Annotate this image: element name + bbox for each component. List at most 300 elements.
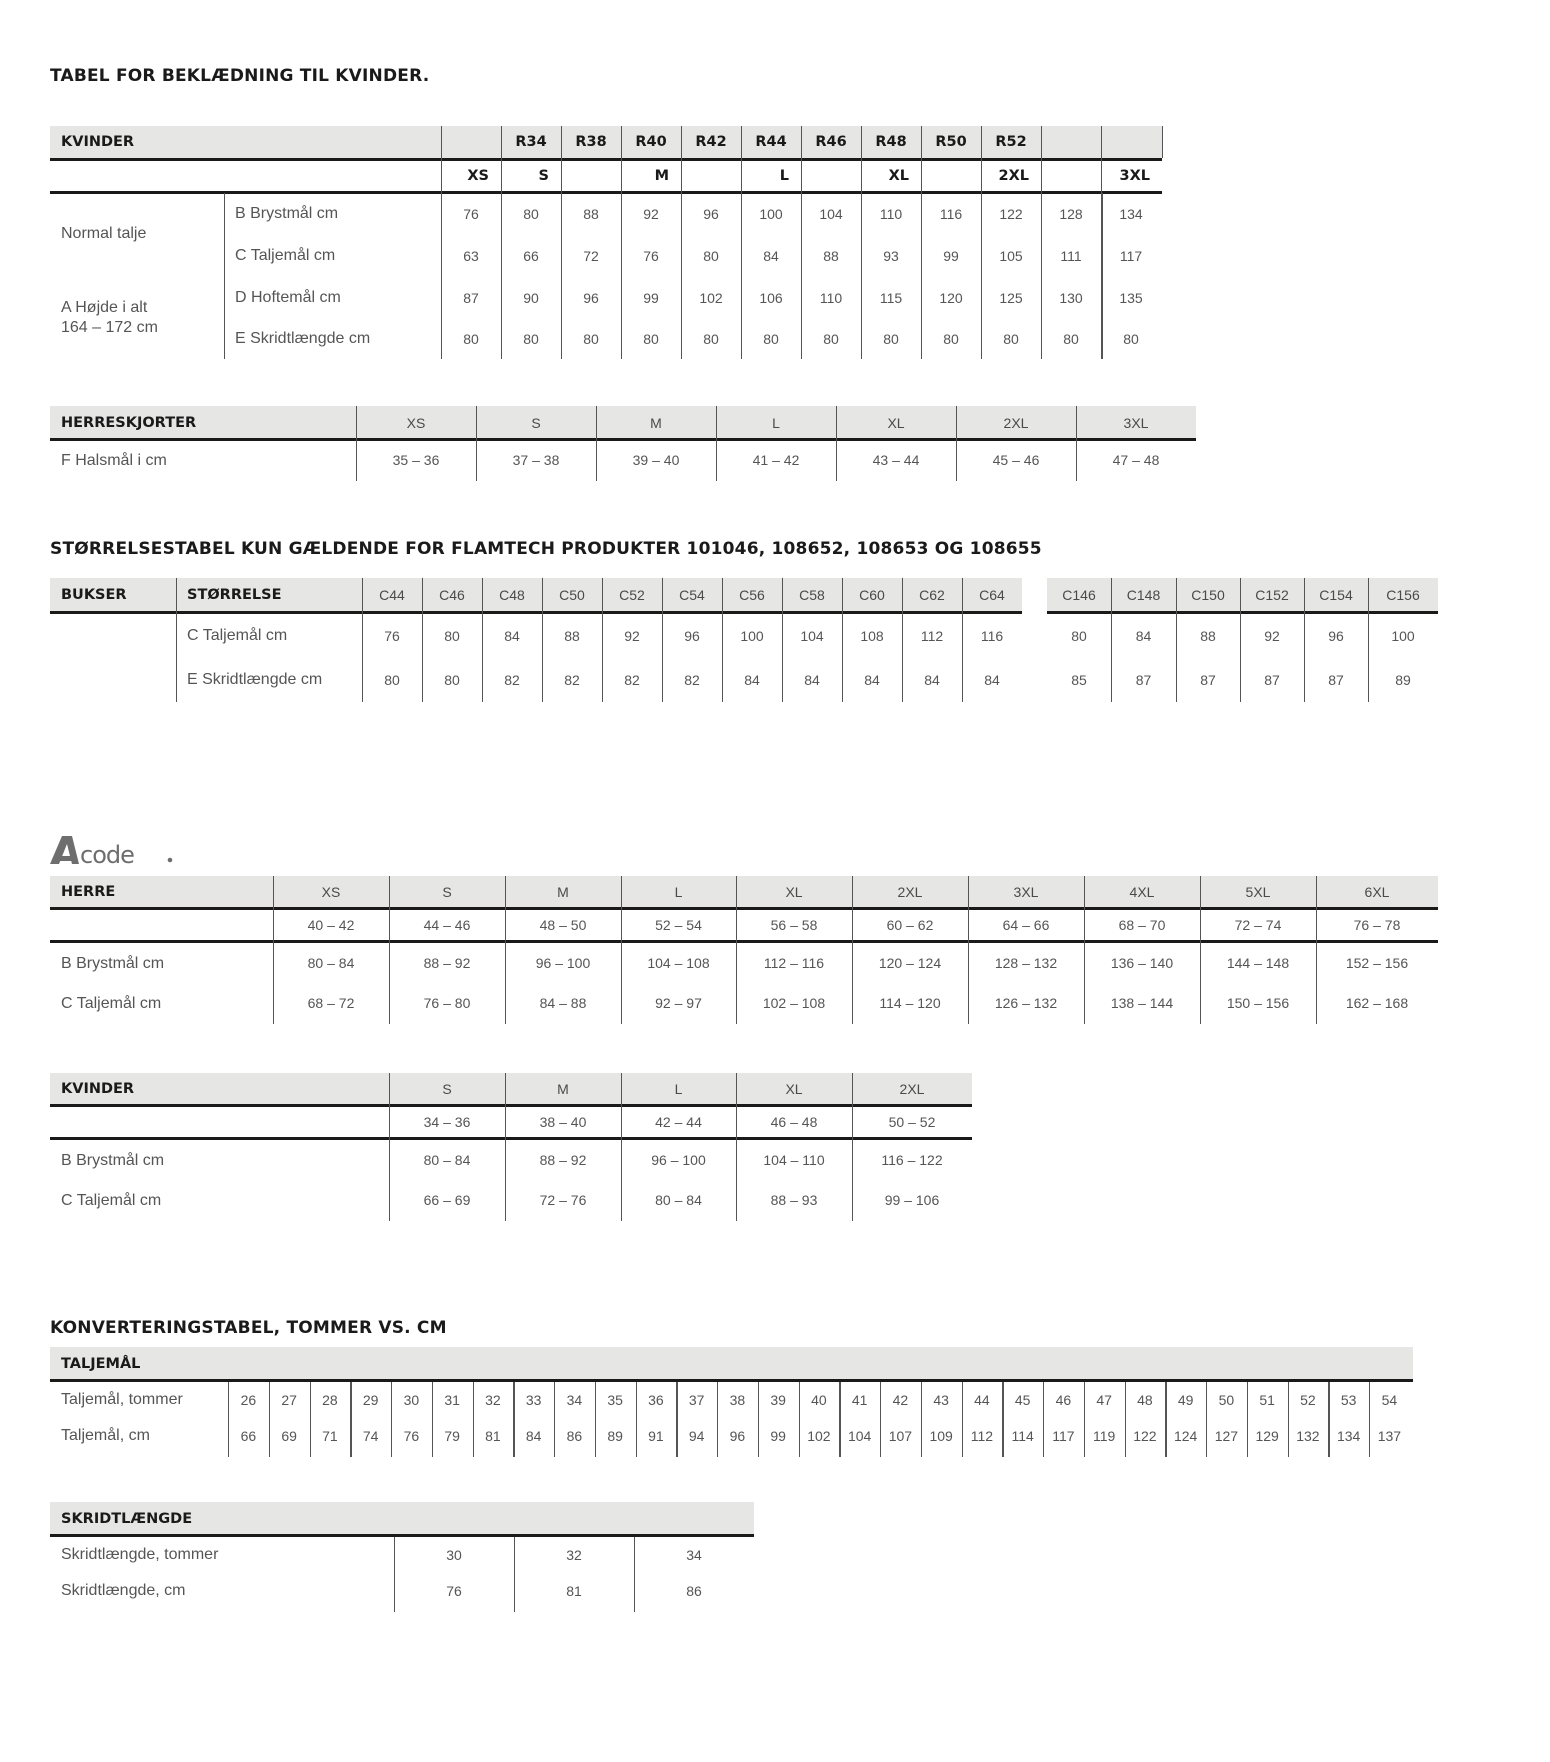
shirts-table-title: HERRESKJORTER xyxy=(61,414,197,431)
measurement-value: 80 xyxy=(523,206,539,222)
row-group-label: 164 – 172 cm xyxy=(61,319,158,336)
column-divider xyxy=(1176,578,1177,702)
measurement-value: 122 xyxy=(999,206,1023,222)
pants-table-title: BUKSER xyxy=(61,587,127,603)
measurement-value: 88 xyxy=(564,628,580,644)
measurement-value: 88 – 92 xyxy=(539,1152,587,1168)
measurement-value: 110 xyxy=(879,206,903,222)
measurement-value: 104 xyxy=(800,628,824,644)
measurement-value: 66 xyxy=(240,1428,257,1444)
measurement-value: 100 xyxy=(1391,628,1415,644)
column-divider xyxy=(681,126,682,359)
pants-size-header: C152 xyxy=(1255,587,1289,603)
measurement-value: 80 xyxy=(703,248,719,264)
column-divider xyxy=(801,126,802,359)
shirt-size-header: L xyxy=(772,414,780,431)
column-divider xyxy=(176,578,177,702)
measurement-label: C Taljemål cm xyxy=(61,995,162,1012)
measurement-value: 86 xyxy=(686,1583,702,1599)
measurement-value: 52 xyxy=(1300,1392,1316,1408)
section-heading-women: TABEL FOR BEKLÆDNING TIL KVINDER. xyxy=(50,66,430,86)
measurement-value: 122 xyxy=(1133,1428,1157,1444)
waist-table-title: TALJEMÅL xyxy=(61,1355,141,1372)
size-label-header: STØRRELSE xyxy=(187,587,282,603)
column-divider xyxy=(350,1382,351,1457)
measurement-value: 85 xyxy=(1071,672,1087,688)
measurement-value: 129 xyxy=(1255,1428,1279,1444)
measurement-value: 115 xyxy=(879,290,903,306)
measurement-label: E Skridtlængde cm xyxy=(187,671,323,688)
women-size-header: S xyxy=(442,1081,452,1097)
pants-size-header: C58 xyxy=(799,587,825,603)
column-divider xyxy=(1368,578,1369,702)
measurement-value: 87 xyxy=(1200,672,1216,688)
measurement-value: 33 xyxy=(525,1392,542,1408)
measurement-value: 100 xyxy=(759,206,783,222)
letter-size-header: M xyxy=(654,168,669,184)
column-divider xyxy=(310,1382,311,1457)
measurement-value: 162 – 168 xyxy=(1345,995,1409,1011)
measurement-value: 79 xyxy=(444,1428,460,1444)
eu-size-value: 38 – 40 xyxy=(539,1114,587,1130)
measurement-value: 40 xyxy=(811,1392,827,1408)
column-divider xyxy=(1002,1382,1003,1457)
measurement-value: 69 xyxy=(281,1428,297,1444)
pants-size-header: C156 xyxy=(1386,587,1420,603)
measurement-value: 92 xyxy=(624,628,640,644)
men-size-header: S xyxy=(442,884,452,900)
measurement-value: 102 xyxy=(807,1428,831,1444)
measurement-value: 96 xyxy=(583,290,599,306)
eu-size-value: 56 – 58 xyxy=(770,917,818,933)
measurement-label: F Halsmål i cm xyxy=(61,452,167,469)
column-divider xyxy=(1043,1382,1044,1457)
eu-size-value: 52 – 54 xyxy=(655,917,702,933)
column-divider xyxy=(1084,1382,1085,1457)
column-divider xyxy=(921,126,922,359)
r-size-header: R50 xyxy=(935,134,967,150)
measurement-value: 96 xyxy=(1328,628,1344,644)
measurement-value: 80 xyxy=(763,331,779,347)
shirt-size-header: 2XL xyxy=(1003,414,1029,431)
measurement-value: 119 xyxy=(1092,1428,1116,1444)
column-divider xyxy=(1206,1382,1207,1457)
shirt-size-header: M xyxy=(650,414,662,431)
eu-size-value: 48 – 50 xyxy=(539,917,587,933)
row-group-label: A Højde i alt xyxy=(61,299,148,316)
measurement-value: 114 xyxy=(1011,1428,1034,1444)
measurement-value: 104 xyxy=(819,206,843,222)
measurement-value: 127 xyxy=(1214,1428,1239,1444)
r-size-header: R44 xyxy=(755,134,787,150)
column-divider xyxy=(799,1382,800,1457)
measurement-value: 84 xyxy=(763,248,779,264)
measurement-value: 128 – 132 xyxy=(994,955,1058,971)
measurement-value: 134 xyxy=(1336,1428,1361,1444)
column-divider xyxy=(595,1382,596,1457)
pants-size-header: C46 xyxy=(439,587,465,603)
measurement-value: 81 xyxy=(566,1583,582,1599)
r-size-header: R40 xyxy=(635,134,667,150)
measurement-value: 45 – 46 xyxy=(992,452,1040,468)
measurement-label: Taljemål, cm xyxy=(61,1427,150,1444)
measurement-label: B Brystmål cm xyxy=(61,1152,165,1169)
measurement-value: 116 xyxy=(939,206,963,222)
column-divider xyxy=(432,1382,433,1457)
measurement-value: 27 xyxy=(281,1392,297,1408)
measurement-value: 28 xyxy=(322,1392,338,1408)
measurement-value: 104 xyxy=(847,1428,872,1444)
measurement-value: 88 – 92 xyxy=(423,955,471,971)
measurement-label: C Taljemål cm xyxy=(235,247,336,264)
men-size-header: XL xyxy=(785,884,803,900)
measurement-value: 89 xyxy=(1395,672,1411,688)
column-divider xyxy=(621,126,622,359)
column-divider xyxy=(228,1382,229,1457)
measurement-value: 128 xyxy=(1059,206,1083,222)
column-divider xyxy=(1304,578,1305,702)
eu-size-value: 42 – 44 xyxy=(655,1114,702,1130)
men-size-header: 4XL xyxy=(1129,884,1155,900)
pants-size-header: C52 xyxy=(619,587,645,603)
measurement-value: 87 xyxy=(1264,672,1280,688)
column-divider xyxy=(962,578,963,702)
column-divider xyxy=(389,876,390,1024)
measurement-value: 92 xyxy=(1264,628,1280,644)
measurement-value: 51 xyxy=(1259,1392,1275,1408)
measurement-value: 84 xyxy=(804,672,820,688)
column-divider xyxy=(391,1382,392,1457)
measurement-value: 76 xyxy=(403,1428,420,1444)
eu-size-value: 64 – 66 xyxy=(1002,917,1050,933)
column-divider xyxy=(722,578,723,702)
measurement-value: 76 xyxy=(446,1583,462,1599)
measurement-value: 91 xyxy=(648,1428,664,1444)
measurement-value: 76 – 80 xyxy=(423,995,471,1011)
measurement-value: 90 xyxy=(523,290,539,306)
column-divider xyxy=(921,1382,922,1457)
eu-size-value: 72 – 74 xyxy=(1234,917,1282,933)
measurement-value: 39 – 40 xyxy=(632,452,680,468)
measurement-value: 80 xyxy=(1063,331,1079,347)
measurement-value: 43 – 44 xyxy=(872,452,920,468)
column-divider xyxy=(880,1382,881,1457)
measurement-value: 84 xyxy=(924,672,940,688)
column-divider xyxy=(676,1382,677,1457)
column-divider xyxy=(741,126,742,359)
column-divider xyxy=(852,876,853,1024)
r-size-header: R48 xyxy=(875,134,907,150)
column-divider xyxy=(505,1073,506,1221)
measurement-value: 93 xyxy=(883,248,899,264)
measurement-value: 112 xyxy=(920,628,944,644)
column-divider xyxy=(1247,1382,1248,1457)
measurement-value: 120 – 124 xyxy=(878,955,942,971)
shirt-size-header: XS xyxy=(406,414,426,431)
letter-size-header: XS xyxy=(467,168,489,184)
column-divider xyxy=(389,1073,390,1221)
measurement-value: 104 – 108 xyxy=(647,955,710,971)
measurement-value: 88 xyxy=(823,248,839,264)
measurement-label: Taljemål, tommer xyxy=(61,1391,183,1408)
measurement-value: 99 xyxy=(643,290,659,306)
column-divider xyxy=(1111,578,1112,702)
measurement-value: 32 xyxy=(566,1547,582,1563)
measurement-label: Skridtlængde, tommer xyxy=(61,1546,219,1563)
column-divider xyxy=(514,1537,515,1612)
measurement-value: 102 xyxy=(699,290,723,306)
measurement-value: 135 xyxy=(1119,290,1143,306)
column-divider xyxy=(482,578,483,702)
women-table-title: KVINDER xyxy=(61,134,135,150)
measurement-value: 80 xyxy=(523,331,539,347)
measurement-value: 84 xyxy=(864,672,880,688)
pants-size-header: C56 xyxy=(739,587,765,603)
column-divider xyxy=(736,876,737,1024)
measurement-value: 114 – 120 xyxy=(879,995,941,1011)
measurement-value: 108 xyxy=(860,628,884,644)
measurement-value: 80 – 84 xyxy=(423,1152,471,1168)
men-table-title: HERRE xyxy=(61,884,116,900)
column-divider xyxy=(758,1382,759,1457)
measurement-value: 53 xyxy=(1340,1392,1357,1408)
pants-size-header: C154 xyxy=(1319,587,1353,603)
eu-size-value: 76 – 78 xyxy=(1353,917,1401,933)
measurement-value: 46 xyxy=(1055,1392,1072,1408)
measurement-value: 107 xyxy=(888,1428,913,1444)
measurement-value: 102 – 108 xyxy=(762,995,826,1011)
column-divider xyxy=(842,578,843,702)
column-divider xyxy=(1125,1382,1126,1457)
column-divider xyxy=(1165,1382,1166,1457)
column-divider xyxy=(636,1382,637,1457)
letter-size-header: 3XL xyxy=(1119,168,1150,184)
measurement-value: 82 xyxy=(564,672,580,688)
column-divider xyxy=(662,578,663,702)
column-divider xyxy=(634,1537,635,1612)
measurement-value: 34 xyxy=(686,1547,702,1563)
column-divider xyxy=(505,876,506,1024)
column-divider xyxy=(554,1382,555,1457)
men-size-header: 6XL xyxy=(1364,884,1390,900)
column-divider xyxy=(621,1073,622,1221)
column-divider xyxy=(561,126,562,359)
measurement-value: 130 xyxy=(1059,290,1083,306)
measurement-value: 99 – 106 xyxy=(884,1192,940,1208)
measurement-value: 134 xyxy=(1119,206,1143,222)
measurement-value: 34 xyxy=(566,1392,583,1408)
men-size-header: 3XL xyxy=(1013,884,1039,900)
measurement-value: 80 – 84 xyxy=(307,955,355,971)
pants-size-header: C50 xyxy=(559,587,585,603)
measurement-value: 132 xyxy=(1296,1428,1320,1444)
measurement-label: C Taljemål cm xyxy=(61,1192,162,1209)
measurement-value: 72 xyxy=(583,248,599,264)
eu-size-value: 40 – 42 xyxy=(307,917,355,933)
pants-size-header: C44 xyxy=(379,587,405,603)
measurement-value: 112 – 116 xyxy=(763,955,825,971)
column-divider xyxy=(716,406,717,481)
measurement-value: 43 xyxy=(933,1392,949,1408)
measurement-value: 81 xyxy=(485,1428,501,1444)
measurement-value: 112 xyxy=(970,1428,994,1444)
r-size-header: R38 xyxy=(575,134,607,150)
measurement-value: 117 xyxy=(1052,1428,1075,1444)
measurement-label: D Hoftemål cm xyxy=(235,289,341,306)
svg-text:code: code xyxy=(80,841,134,866)
letter-size-header: L xyxy=(779,168,789,184)
measurement-value: 99 xyxy=(770,1428,786,1444)
measurement-value: 87 xyxy=(1328,672,1344,688)
men-size-header: XS xyxy=(321,884,341,900)
column-divider xyxy=(1328,1382,1329,1457)
measurement-value: 37 – 38 xyxy=(512,452,560,468)
measurement-value: 106 xyxy=(759,290,783,306)
measurement-value: 109 xyxy=(929,1428,953,1444)
measurement-value: 37 xyxy=(688,1392,705,1408)
eu-size-value: 46 – 48 xyxy=(770,1114,818,1130)
column-divider xyxy=(1084,876,1085,1024)
measurement-value: 80 xyxy=(1071,628,1087,644)
column-divider xyxy=(839,1382,840,1457)
section-heading-conversion: KONVERTERINGSTABEL, TOMMER VS. CM xyxy=(50,1318,447,1338)
measurement-value: 92 – 97 xyxy=(655,995,702,1011)
shirt-size-header: S xyxy=(531,414,541,431)
measurement-value: 82 xyxy=(624,672,640,688)
measurement-value: 96 xyxy=(684,628,700,644)
measurement-value: 137 xyxy=(1377,1428,1402,1444)
measurement-value: 82 xyxy=(684,672,700,688)
measurement-value: 66 – 69 xyxy=(423,1192,471,1208)
eu-size-value: 60 – 62 xyxy=(886,917,934,933)
column-divider xyxy=(902,578,903,702)
measurement-value: 117 xyxy=(1119,248,1143,264)
column-divider xyxy=(1076,406,1077,481)
women-size-header: M xyxy=(557,1081,569,1097)
measurement-value: 84 xyxy=(1135,628,1152,644)
measurement-value: 144 – 148 xyxy=(1226,955,1290,971)
measurement-value: 124 xyxy=(1173,1428,1198,1444)
measurement-value: 88 xyxy=(583,206,599,222)
column-divider xyxy=(1102,193,1103,359)
eu-size-value: 68 – 70 xyxy=(1118,917,1166,933)
column-divider xyxy=(956,406,957,481)
column-divider xyxy=(852,1073,853,1221)
column-divider xyxy=(981,126,982,359)
column-divider xyxy=(602,578,603,702)
measurement-value: 150 – 156 xyxy=(1226,995,1290,1011)
measurement-value: 80 xyxy=(444,672,460,688)
measurement-value: 54 xyxy=(1381,1392,1398,1408)
measurement-value: 76 xyxy=(463,206,479,222)
column-divider xyxy=(968,876,969,1024)
measurement-value: 152 – 156 xyxy=(1345,955,1409,971)
eu-size-value: 50 – 52 xyxy=(888,1114,936,1130)
measurement-value: 80 xyxy=(883,331,899,347)
measurement-value: 76 xyxy=(384,628,400,644)
measurement-value: 80 xyxy=(823,331,839,347)
measurement-value: 35 xyxy=(607,1392,623,1408)
measurement-value: 47 xyxy=(1096,1392,1112,1408)
column-divider xyxy=(621,876,622,1024)
row-group-label: Normal talje xyxy=(61,225,147,242)
measurement-value: 30 xyxy=(403,1392,420,1408)
measurement-value: 80 xyxy=(1003,331,1019,347)
measurement-value: 84 xyxy=(525,1428,542,1444)
column-divider xyxy=(717,1382,718,1457)
inseam-table-title: SKRIDTLÆNGDE xyxy=(61,1510,193,1527)
r-size-header: R52 xyxy=(995,134,1027,150)
measurement-value: 41 xyxy=(851,1392,868,1408)
measurement-value: 110 xyxy=(819,290,843,306)
measurement-value: 92 xyxy=(643,206,659,222)
measurement-value: 104 – 110 xyxy=(763,1152,825,1168)
measurement-value: 29 xyxy=(362,1392,379,1408)
column-divider xyxy=(1162,126,1163,158)
measurement-value: 96 – 100 xyxy=(535,955,591,971)
pants-size-header: C150 xyxy=(1191,587,1225,603)
measurement-value: 30 xyxy=(446,1547,462,1563)
pants-size-header: C148 xyxy=(1126,587,1161,603)
men-size-header: 5XL xyxy=(1245,884,1271,900)
measurement-value: 76 xyxy=(643,248,659,264)
measurement-value: 48 xyxy=(1137,1392,1153,1408)
measurement-value: 84 xyxy=(984,672,1000,688)
r-size-header: R42 xyxy=(695,134,727,150)
measurement-value: 63 xyxy=(463,248,479,264)
measurement-value: 96 xyxy=(703,206,719,222)
eu-size-value: 34 – 36 xyxy=(423,1114,471,1130)
measurement-value: 80 xyxy=(943,331,959,347)
measurement-value: 71 xyxy=(322,1428,338,1444)
letter-size-header: S xyxy=(538,168,549,184)
measurement-value: 80 – 84 xyxy=(655,1192,702,1208)
measurement-value: 105 xyxy=(999,248,1023,264)
measurement-value: 116 xyxy=(980,628,1004,644)
column-divider xyxy=(542,578,543,702)
column-divider xyxy=(736,1073,737,1221)
r-size-header: R46 xyxy=(815,134,847,150)
measurement-value: 126 – 132 xyxy=(994,995,1058,1011)
women-size-header: 2XL xyxy=(899,1081,925,1097)
column-divider xyxy=(441,126,442,359)
measurement-value: 116 – 122 xyxy=(881,1152,943,1168)
column-divider xyxy=(596,406,597,481)
measurement-value: 72 – 76 xyxy=(539,1192,587,1208)
measurement-value: 96 – 100 xyxy=(651,1152,706,1168)
column-divider xyxy=(269,1382,270,1457)
measurement-value: 87 xyxy=(463,290,479,306)
measurement-value: 80 xyxy=(703,331,719,347)
measurement-label: E Skridtlængde cm xyxy=(235,330,371,347)
letter-size-header: XL xyxy=(888,168,909,184)
column-divider xyxy=(422,578,423,702)
pants-size-header: C62 xyxy=(919,587,945,603)
column-divider xyxy=(394,1537,395,1612)
measurement-value: 84 xyxy=(744,672,760,688)
measurement-value: 82 xyxy=(504,672,520,688)
column-divider xyxy=(1288,1382,1289,1457)
measurement-value: 26 xyxy=(240,1392,257,1408)
column-divider xyxy=(782,578,783,702)
column-divider xyxy=(473,1382,474,1457)
measurement-value: 100 xyxy=(740,628,764,644)
measurement-value: 136 – 140 xyxy=(1110,955,1174,971)
pants-size-header: C48 xyxy=(499,587,525,603)
measurement-value: 80 xyxy=(583,331,599,347)
column-divider xyxy=(513,1382,514,1457)
measurement-value: 39 xyxy=(770,1392,786,1408)
